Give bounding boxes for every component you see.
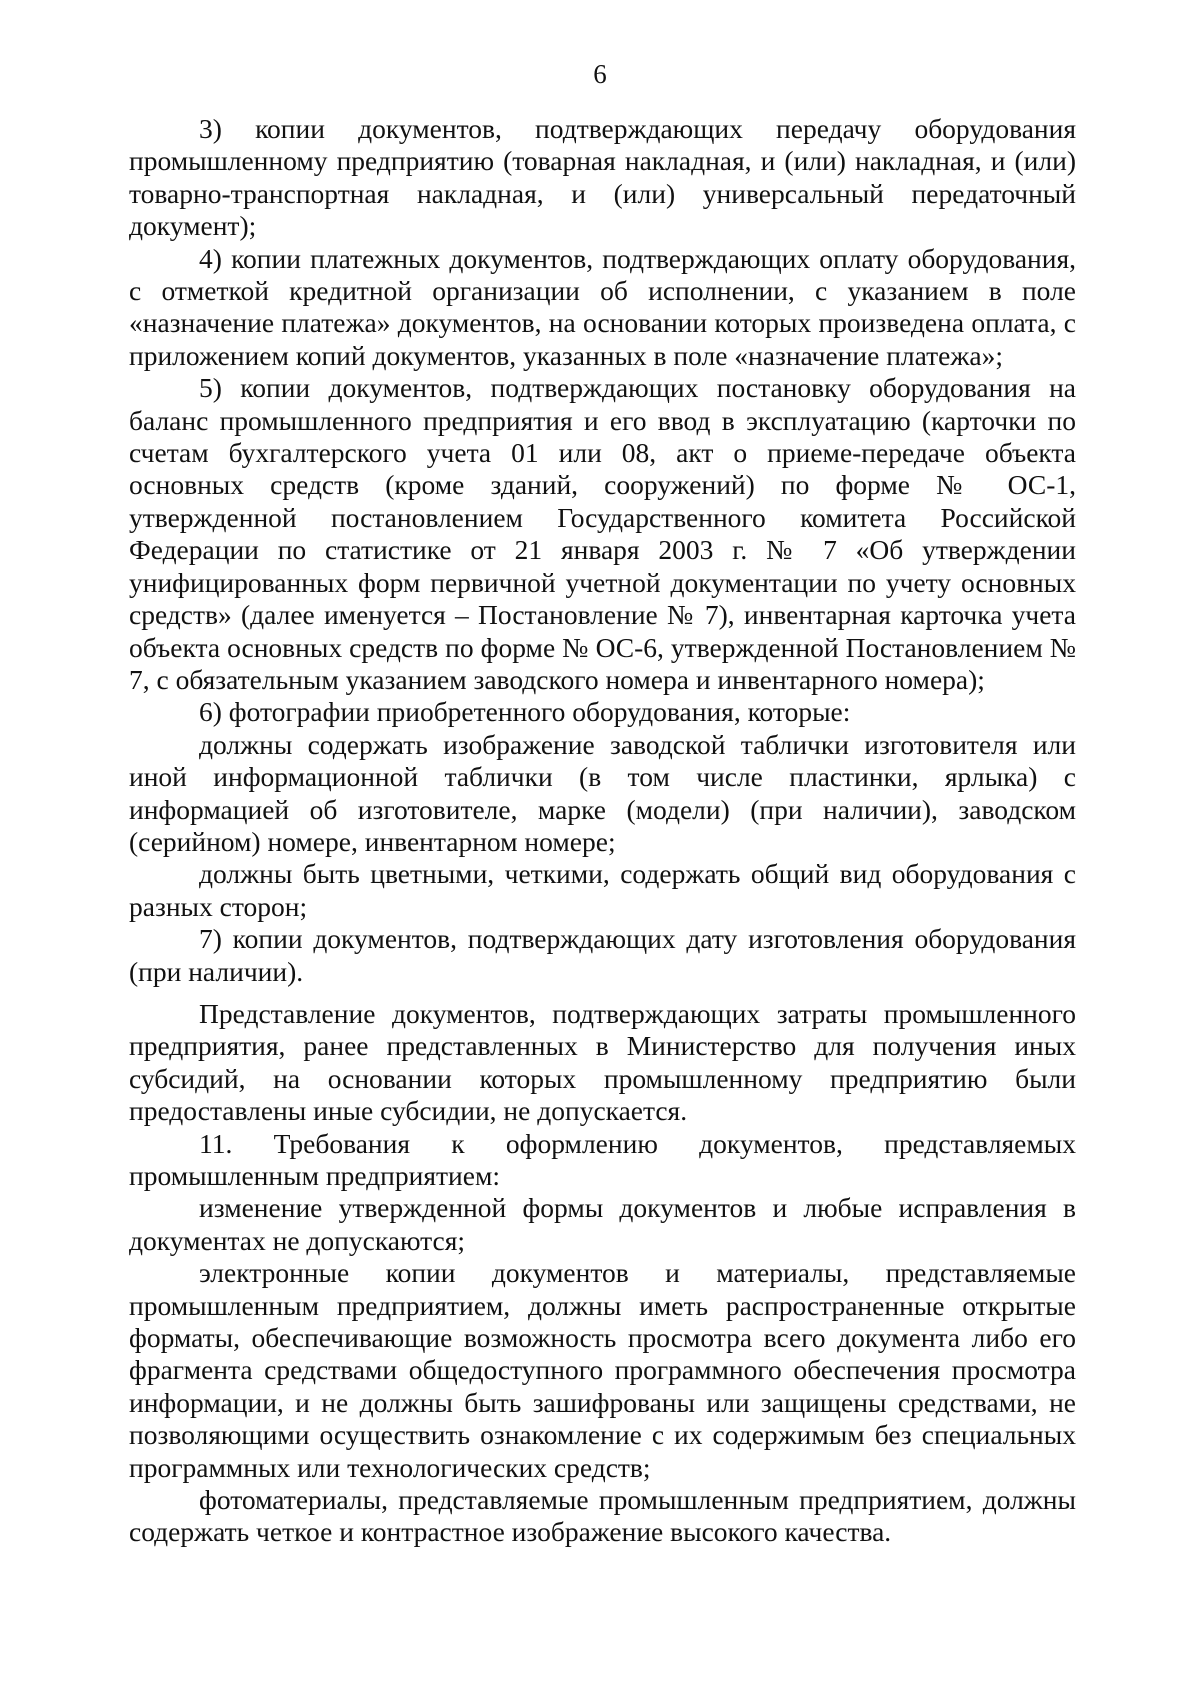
paragraph-item-5: 5) копии документов, подтверждающих постановку оборудования на баланс промышленного предприятия и его ввод в эксплуатацию (карточки по счетам бухгалтерского учета 01 или 08, акт о приеме-передаче объекта основных средств (кроме зданий, сооружений) по форме № ОС-1, утвержденной постановлением Государственного комитета Российской Федерации по статистике от 21 января 2003 г. № 7 «Об утверждении унифицированных форм первичной учетной документации по учету основных средств» (далее именуется – Постановление № 7), инвентарная карточка учета объекта основных средств по форме № ОС-6, утвержденной Постановлением № 7, с обязательным указанием заводского номера и инвентарного номера); [129,372,1076,695]
paragraph-item-6: 6) фотографии приобретенного оборудования, которые: [199,696,851,728]
paragraph-photo-requirement-plate: должны содержать изображение заводской таблички изготовителя или иной информационной таблички (в том числе пластинки, ярлыка) с информацией об изготовителе, марке (модели) (при наличии), заводском (серийном) номере, инвентарном номере; [129,728,1076,857]
paragraph-photo-requirement-color: должны быть цветными, четкими, содержать общий вид оборудования с разных сторон; [129,858,1076,922]
paragraph-section-11: 11. Требования к оформлению документов, представляемых промышленным предприятием: [129,1127,1076,1191]
paragraph-photo-materials: фотоматериалы, представляемые промышленным предприятием, должны содержать четкое и контрастное изображение высокого качества. [129,1484,1076,1548]
paragraph-item-7: 7) копии документов, подтверждающих дату изготовления оборудования (при наличии). [129,923,1076,987]
paragraph-item-3: 3) копии документов, подтверждающих передачу оборудования промышленному предприятию (товарная накладная, и (или) накладная, и (или) товарно-транспортная накладная, и (или) универсальный передаточный документ); [129,113,1076,242]
page-number: 6 [593,59,607,89]
paragraph-electronic-copies: электронные копии документов и материалы, представляемые промышленным предприятием, должны иметь распространенные открытые форматы, обеспечивающие возможность просмотра всего документа либо его фрагмента средствами общедоступного программного обеспечения просмотра информации, и не должны быть зашифрованы или защищены средствами, не позволяющими осуществить ознакомление с их содержимым без специальных программных или технологических средств; [129,1257,1076,1483]
paragraph-item-4: 4) копии платежных документов, подтверждающих оплату оборудования, с отметкой кредитной организации об исполнении, с указанием в поле «назначение платежа» документов, на основании которых произведена оплата, с приложением копий документов, указанных в поле «назначение платежа»; [129,242,1076,371]
document-body [129,113,1076,1549]
paragraph-prohibition: Представление документов, подтверждающих затраты промышленного предприятия, ранее представленных в Министерство для получения иных субсидий, на основании которых промышленному предприятию были предоставлены иные субсидии, не допускается. [129,997,1076,1127]
paragraph-no-corrections: изменение утвержденной формы документов и любые исправления в документах не допускаются; [129,1192,1076,1256]
